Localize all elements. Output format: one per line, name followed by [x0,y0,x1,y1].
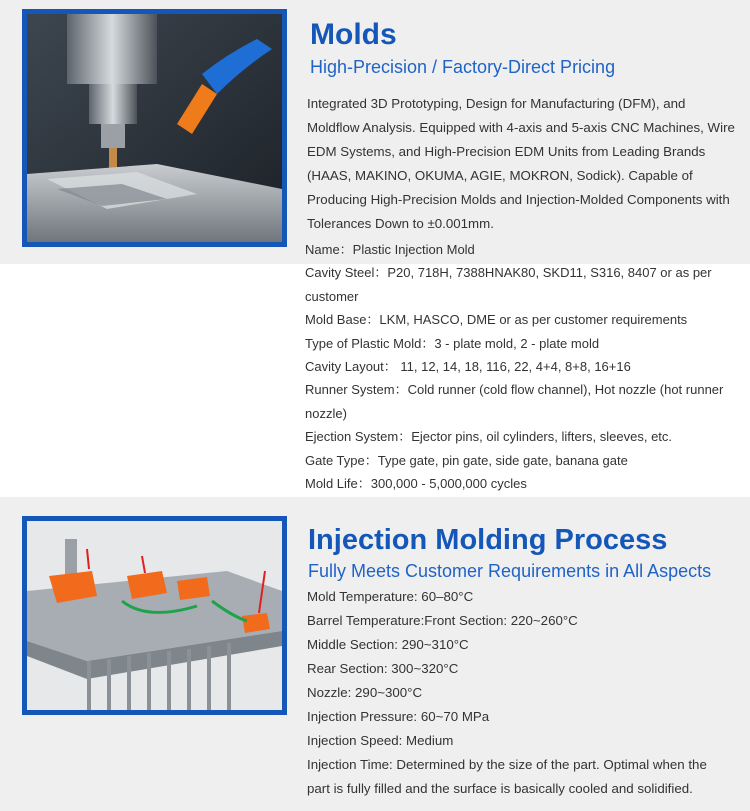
spec-nozzle-temperature: Nozzle: 290~300°C [307,685,423,700]
spec-mold-temperature: Mold Temperature: 60–80°C [307,589,474,604]
cnc-machining-photo [22,9,287,247]
molds-subtitle: High-Precision / Factory-Direct Pricing [310,57,616,77]
mold-spec-list [305,238,735,495]
spec-mold-life: Mold Life：300,000 - 5,000,000 cycles [305,476,527,492]
process-title: Injection Molding Process [308,524,668,556]
spec-mold-type: Type of Plastic Mold：3 - plate mold, 2 - plate mold [305,335,600,351]
spec-name: Name：Plastic Injection Mold [305,242,475,257]
spec-injection-speed: Injection Speed: Medium [307,733,454,748]
spec-gate-type: Gate Type：Type gate, pin gate, side gate, banana gate [305,452,628,468]
spec-mold-base: Mold Base：LKM, HASCO, DME or as per customer requirements [305,312,688,328]
spec-barrel-rear: Rear Section: 300~320°C [307,661,459,676]
spec-cavity-steel: Cavity Steel：P20, 718H, 7388HNAK80, SKD11, S316, 8407 or as per customer [305,265,712,304]
spec-barrel-front: Barrel Temperature:Front Section: 220~260°C [307,613,578,628]
spec-cavity-layout: Cavity Layout： 11, 12, 14, 18, 116, 22, 4+4, 8+8, 16+16 [305,359,631,375]
spec-injection-pressure: Injection Pressure: 60~70 MPa [307,709,490,724]
process-spec-list [307,585,727,801]
spec-ejection-system: Ejection System：Ejector pins, oil cylinders, lifters, sleeves, etc. [305,429,673,445]
spec-barrel-middle: Middle Section: 290~310°C [307,637,469,652]
process-subtitle: Fully Meets Customer Requirements in All Aspects [308,561,712,581]
molds-title: Molds [310,18,397,51]
mold-assembly-render [22,516,287,715]
spec-injection-time: Injection Time: Determined by the size of the part. Optimal when the part is fully filled and the surface is basically cooled and solidified. [307,757,707,796]
spec-runner-system: Runner System：Cold runner (cold flow channel), Hot nozzle (hot runner nozzle) [305,382,724,421]
molds-intro: Integrated 3D Prototyping, Design for Manufacturing (DFM), and Moldflow Analysis. Equipped with 4-axis and 5-axis CNC Machines, Wire EDM Systems, and High-Precision EDM Units from Leading Brands (HAAS, MAKINO, OKUMA, AGIE, MOKRON, Sodick). Capable of Producing High-Precision Molds and Injection-Molded Components with Tolerances Down to ±0.001mm. [307,96,735,231]
